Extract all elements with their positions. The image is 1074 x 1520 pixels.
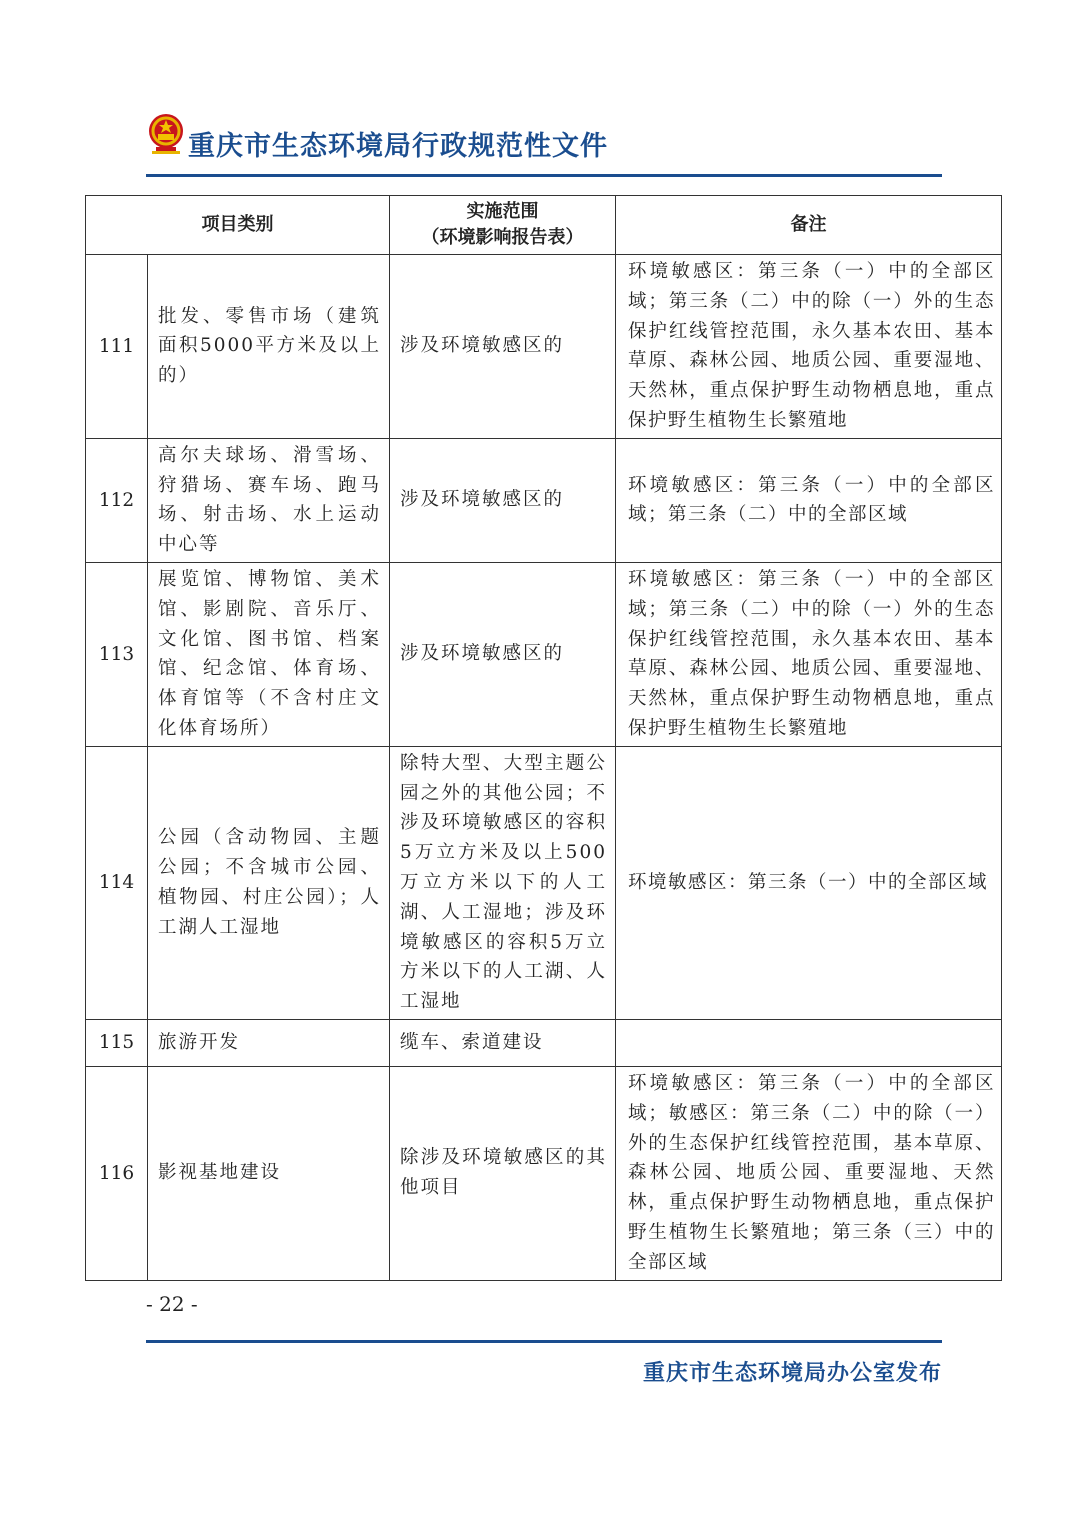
table-row — [86, 438, 1002, 562]
page-number: - 22 - — [146, 1292, 198, 1316]
row-number: 111 — [86, 255, 148, 439]
row-category: 旅游开发 — [148, 1019, 390, 1066]
row-scope: 涉及环境敏感区的 — [390, 562, 616, 746]
table-row — [86, 255, 1002, 439]
row-scope: 涉及环境敏感区的 — [390, 438, 616, 562]
row-scope: 涉及环境敏感区的 — [390, 255, 616, 439]
row-note: 环境敏感区：第三条（一）中的全部区域；第三条（二）中的除（一）外的生态保护红线管控范围，永久基本农田、基本草原、森林公园、地质公园、重要湿地、天然林，重点保护野生动物栖息地，重点保护野生植物生长繁殖地 — [616, 255, 1002, 439]
footer-publisher: 重庆市生态环境局办公室发布 — [642, 1361, 942, 1386]
column-header-scope-title: 实施范围 — [466, 201, 539, 222]
national-emblem-icon — [146, 112, 186, 156]
row-note: 环境敏感区：第三条（一）中的全部区域；第三条（二）中的全部区域 — [616, 438, 1002, 562]
footer-divider — [146, 1340, 942, 1343]
column-header-scope-subtitle: （环境影响报告表） — [421, 227, 584, 248]
row-category: 公园（含动物园、主题公园；不含城市公园、植物园、村庄公园）；人工湖人工湿地 — [148, 746, 390, 1019]
project-category-table — [85, 195, 1002, 1281]
table-row — [86, 1019, 1002, 1066]
row-number: 114 — [86, 746, 148, 1019]
row-note: 环境敏感区：第三条（一）中的全部区域；敏感区：第三条（二）中的除（一）外的生态保护红线管控范围，基本草原、森林公园、地质公园、重要湿地、天然林，重点保护野生动物栖息地，重点保护野生植物生长繁殖地；第三条（三）中的全部区域 — [616, 1066, 1002, 1280]
row-note — [616, 1019, 1002, 1066]
row-category: 影视基地建设 — [148, 1066, 390, 1280]
row-category: 展览馆、博物馆、美术馆、影剧院、音乐厅、文化馆、图书馆、档案馆、纪念馆、体育场、体育馆等（不含村庄文化体育场所） — [148, 562, 390, 746]
row-category: 高尔夫球场、滑雪场、狩猎场、赛车场、跑马场、射击场、水上运动中心等 — [148, 438, 390, 562]
row-note: 环境敏感区：第三条（一）中的全部区域 — [616, 746, 1002, 1019]
column-header-category: 项目类别 — [86, 196, 390, 255]
header-divider — [146, 174, 942, 177]
table-row — [86, 746, 1002, 1019]
row-scope: 缆车、索道建设 — [390, 1019, 616, 1066]
row-number: 112 — [86, 438, 148, 562]
table-row — [86, 1066, 1002, 1280]
column-header-scope — [390, 196, 616, 255]
column-header-note: 备注 — [616, 196, 1002, 255]
row-note: 环境敏感区：第三条（一）中的全部区域；第三条（二）中的除（一）外的生态保护红线管控范围，永久基本农田、基本草原、森林公园、地质公园、重要湿地、天然林，重点保护野生动物栖息地，重点保护野生植物生长繁殖地 — [616, 562, 1002, 746]
header-title: 重庆市生态环境局行政规范性文件 — [188, 131, 608, 162]
row-number: 113 — [86, 562, 148, 746]
row-scope: 除特大型、大型主题公园之外的其他公园；不涉及环境敏感区的容积5万立方米及以上500万立方米以下的人工湖、人工湿地；涉及环境敏感区的容积5万立方米以下的人工湖、人工湿地 — [390, 746, 616, 1019]
row-scope: 除涉及环境敏感区的其他项目 — [390, 1066, 616, 1280]
table-header-row — [86, 196, 1002, 255]
row-category: 批发、零售市场（建筑面积5000平方米及以上的） — [148, 255, 390, 439]
table-row — [86, 562, 1002, 746]
row-number: 115 — [86, 1019, 148, 1066]
row-number: 116 — [86, 1066, 148, 1280]
document-header — [146, 112, 946, 182]
